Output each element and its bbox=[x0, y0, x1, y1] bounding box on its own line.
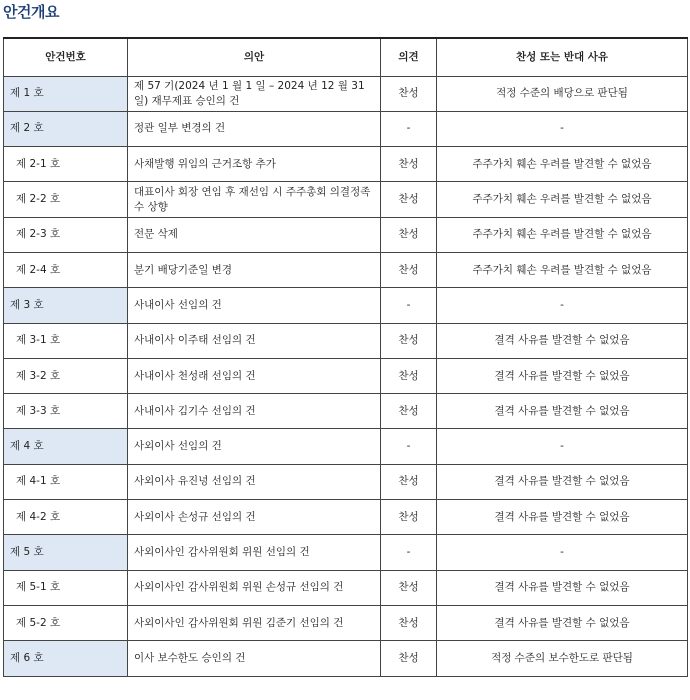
reason-cell: 결격 사유를 발견할 수 없었음 bbox=[437, 358, 688, 393]
reason-cell: 결격 사유를 발견할 수 없었음 bbox=[437, 323, 688, 358]
opinion-cell: - bbox=[381, 288, 437, 323]
agenda-item-cell: 전문 삭제 bbox=[128, 217, 381, 252]
agenda-item-cell: 대표이사 회장 연임 후 재선임 시 주주총회 의결정족수 상향 bbox=[128, 182, 381, 217]
table-row bbox=[4, 182, 688, 217]
reason-cell: 결격 사유를 발견할 수 없었음 bbox=[437, 605, 688, 640]
opinion-cell: 찬성 bbox=[381, 358, 437, 393]
agenda-item-cell: 이사 보수한도 승인의 건 bbox=[128, 641, 381, 676]
header-agenda-number: 안건번호 bbox=[4, 38, 128, 76]
opinion-cell: 찬성 bbox=[381, 147, 437, 182]
agenda-table bbox=[3, 37, 688, 677]
agenda-item-cell: 사외이사 선임의 건 bbox=[128, 429, 381, 464]
opinion-cell: 찬성 bbox=[381, 464, 437, 499]
opinion-cell: 찬성 bbox=[381, 605, 437, 640]
reason-cell: 주주가치 훼손 우려를 발견할 수 없었음 bbox=[437, 252, 688, 287]
reason-cell: - bbox=[437, 111, 688, 146]
table-row bbox=[4, 535, 688, 570]
page-title: 안건개요 bbox=[3, 3, 59, 21]
reason-cell: 결격 사유를 발견할 수 없었음 bbox=[437, 570, 688, 605]
agenda-number-cell: 제 3 호 bbox=[4, 288, 128, 323]
table-row bbox=[4, 76, 688, 111]
reason-cell: 주주가치 훼손 우려를 발견할 수 없었음 bbox=[437, 217, 688, 252]
table-row bbox=[4, 394, 688, 429]
agenda-item-cell: 사내이사 천성래 선임의 건 bbox=[128, 358, 381, 393]
table-row bbox=[4, 605, 688, 640]
opinion-cell: - bbox=[381, 429, 437, 464]
table-body bbox=[4, 76, 688, 676]
agenda-item-cell: 사외이사인 감사위원회 위원 선임의 건 bbox=[128, 535, 381, 570]
agenda-number-cell: 제 2-4 호 bbox=[4, 252, 128, 287]
agenda-number-cell: 제 2 호 bbox=[4, 111, 128, 146]
reason-cell: - bbox=[437, 535, 688, 570]
opinion-cell: - bbox=[381, 111, 437, 146]
table-row bbox=[4, 500, 688, 535]
table-row bbox=[4, 252, 688, 287]
opinion-cell: 찬성 bbox=[381, 500, 437, 535]
reason-cell: - bbox=[437, 429, 688, 464]
agenda-item-cell: 분기 배당기준일 변경 bbox=[128, 252, 381, 287]
agenda-item-cell: 제 57 기(2024 년 1 월 1 일 – 2024 년 12 월 31 일) 재무제표 승인의 건 bbox=[128, 76, 381, 111]
agenda-item-cell: 사내이사 이주태 선임의 건 bbox=[128, 323, 381, 358]
table-row bbox=[4, 217, 688, 252]
opinion-cell: 찬성 bbox=[381, 217, 437, 252]
agenda-number-cell: 제 4-2 호 bbox=[4, 500, 128, 535]
agenda-number-cell: 제 4 호 bbox=[4, 429, 128, 464]
header-reason: 찬성 또는 반대 사유 bbox=[437, 38, 688, 76]
agenda-item-cell: 사외이사 손성규 선임의 건 bbox=[128, 500, 381, 535]
reason-cell: 결격 사유를 발견할 수 없었음 bbox=[437, 500, 688, 535]
agenda-number-cell: 제 3-3 호 bbox=[4, 394, 128, 429]
opinion-cell: - bbox=[381, 535, 437, 570]
reason-cell: - bbox=[437, 288, 688, 323]
table-row bbox=[4, 147, 688, 182]
reason-cell: 결격 사유를 발견할 수 없었음 bbox=[437, 464, 688, 499]
reason-cell: 적정 수준의 보수한도로 판단됨 bbox=[437, 641, 688, 676]
opinion-cell: 찬성 bbox=[381, 570, 437, 605]
table-row bbox=[4, 429, 688, 464]
agenda-number-cell: 제 2-1 호 bbox=[4, 147, 128, 182]
agenda-number-cell: 제 5 호 bbox=[4, 535, 128, 570]
table-row bbox=[4, 570, 688, 605]
table-row bbox=[4, 288, 688, 323]
table-row bbox=[4, 323, 688, 358]
opinion-cell: 찬성 bbox=[381, 394, 437, 429]
agenda-number-cell: 제 5-2 호 bbox=[4, 605, 128, 640]
table-row bbox=[4, 464, 688, 499]
agenda-number-cell: 제 4-1 호 bbox=[4, 464, 128, 499]
agenda-number-cell: 제 6 호 bbox=[4, 641, 128, 676]
reason-cell: 주주가치 훼손 우려를 발견할 수 없었음 bbox=[437, 182, 688, 217]
opinion-cell: 찬성 bbox=[381, 182, 437, 217]
reason-cell: 주주가치 훼손 우려를 발견할 수 없었음 bbox=[437, 147, 688, 182]
agenda-item-cell: 사외이사인 감사위원회 위원 김준기 선임의 건 bbox=[128, 605, 381, 640]
agenda-item-cell: 정관 일부 변경의 건 bbox=[128, 111, 381, 146]
agenda-number-cell: 제 3-2 호 bbox=[4, 358, 128, 393]
table-header bbox=[4, 38, 688, 76]
agenda-item-cell: 사채발행 위임의 근거조항 추가 bbox=[128, 147, 381, 182]
agenda-item-cell: 사내이사 선임의 건 bbox=[128, 288, 381, 323]
agenda-item-cell: 사내이사 김기수 선임의 건 bbox=[128, 394, 381, 429]
reason-cell: 결격 사유를 발견할 수 없었음 bbox=[437, 394, 688, 429]
opinion-cell: 찬성 bbox=[381, 641, 437, 676]
opinion-cell: 찬성 bbox=[381, 76, 437, 111]
agenda-number-cell: 제 3-1 호 bbox=[4, 323, 128, 358]
agenda-number-cell: 제 2-3 호 bbox=[4, 217, 128, 252]
table-row bbox=[4, 641, 688, 676]
table-row bbox=[4, 358, 688, 393]
agenda-number-cell: 제 5-1 호 bbox=[4, 570, 128, 605]
opinion-cell: 찬성 bbox=[381, 323, 437, 358]
agenda-item-cell: 사외이사 유진녕 선임의 건 bbox=[128, 464, 381, 499]
header-opinion: 의견 bbox=[381, 38, 437, 76]
agenda-number-cell: 제 1 호 bbox=[4, 76, 128, 111]
table-row bbox=[4, 111, 688, 146]
opinion-cell: 찬성 bbox=[381, 252, 437, 287]
reason-cell: 적정 수준의 배당으로 판단됨 bbox=[437, 76, 688, 111]
agenda-number-cell: 제 2-2 호 bbox=[4, 182, 128, 217]
agenda-item-cell: 사외이사인 감사위원회 위원 손성규 선임의 건 bbox=[128, 570, 381, 605]
header-agenda-item: 의안 bbox=[128, 38, 381, 76]
